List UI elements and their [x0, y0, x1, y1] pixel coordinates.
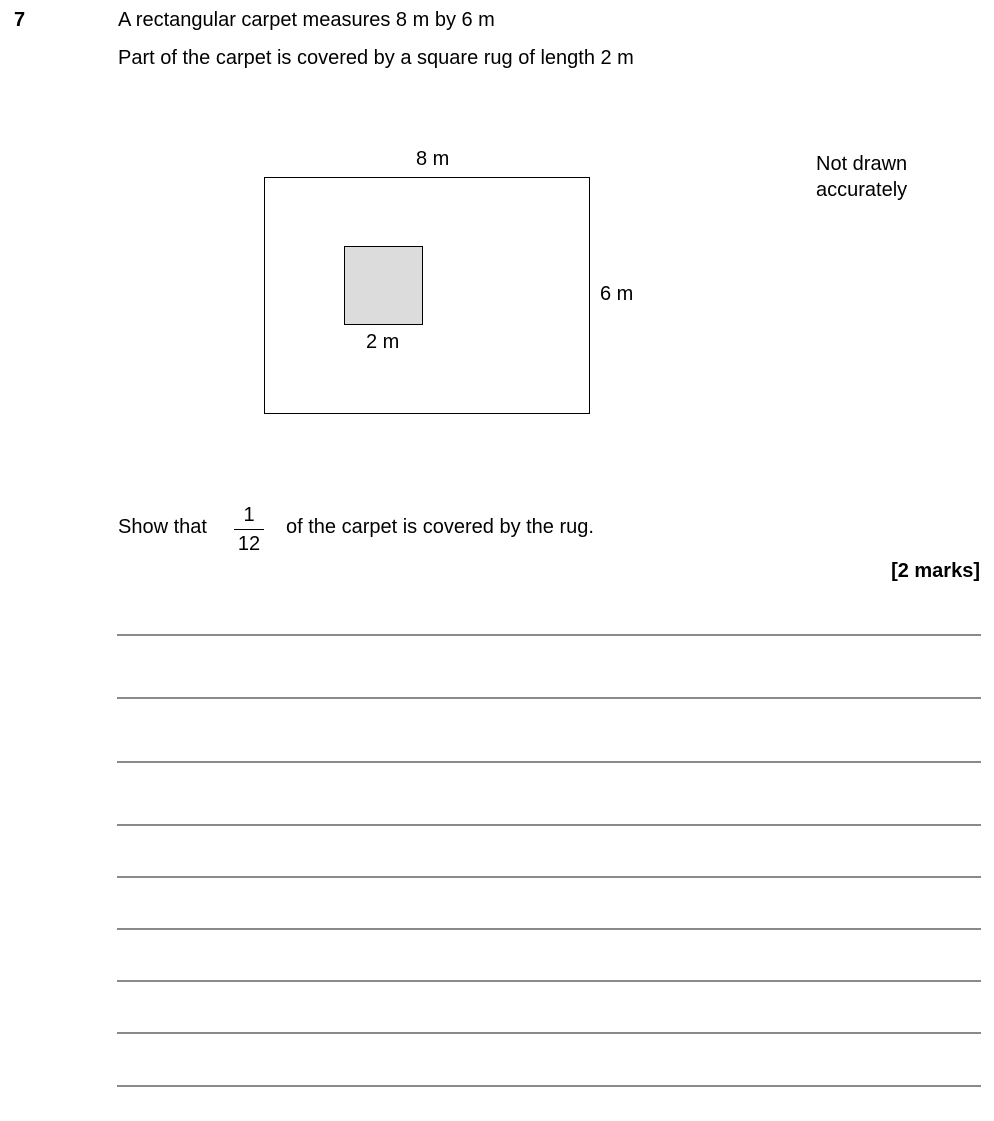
- note-line-2: accurately: [816, 179, 908, 201]
- answer-line[interactable]: [117, 824, 981, 826]
- question-text-line-2: Part of the carpet is covered by a square rug of length 2 m: [118, 47, 634, 69]
- rug-square: [344, 246, 423, 325]
- carpet-width-label: 8 m: [416, 148, 450, 170]
- rug-length-label: 2 m: [366, 331, 400, 353]
- carpet-height-label: 6 m: [600, 283, 634, 305]
- fraction-denominator: 12: [237, 533, 261, 555]
- answer-line[interactable]: [117, 928, 981, 930]
- not-drawn-accurately-note: [816, 151, 907, 203]
- task-prefix: Show that: [118, 516, 207, 538]
- question-text-line-1: A rectangular carpet measures 8 m by 6 m: [118, 9, 495, 31]
- carpet-rectangle: [264, 177, 590, 414]
- answer-line[interactable]: [117, 697, 981, 699]
- answer-line[interactable]: [117, 1032, 981, 1034]
- answer-line[interactable]: [117, 761, 981, 763]
- question-number: 7: [14, 9, 26, 31]
- fraction-numerator: 1: [243, 504, 255, 526]
- note-line-1: Not drawn: [816, 153, 908, 175]
- fraction: [232, 503, 266, 556]
- fraction-bar: [234, 529, 264, 530]
- answer-line[interactable]: [117, 1085, 981, 1087]
- task-suffix: of the carpet is covered by the rug.: [286, 516, 594, 538]
- marks-label: [2 marks]: [891, 560, 980, 582]
- answer-line[interactable]: [117, 634, 981, 636]
- answer-line[interactable]: [117, 876, 981, 878]
- answer-line[interactable]: [117, 980, 981, 982]
